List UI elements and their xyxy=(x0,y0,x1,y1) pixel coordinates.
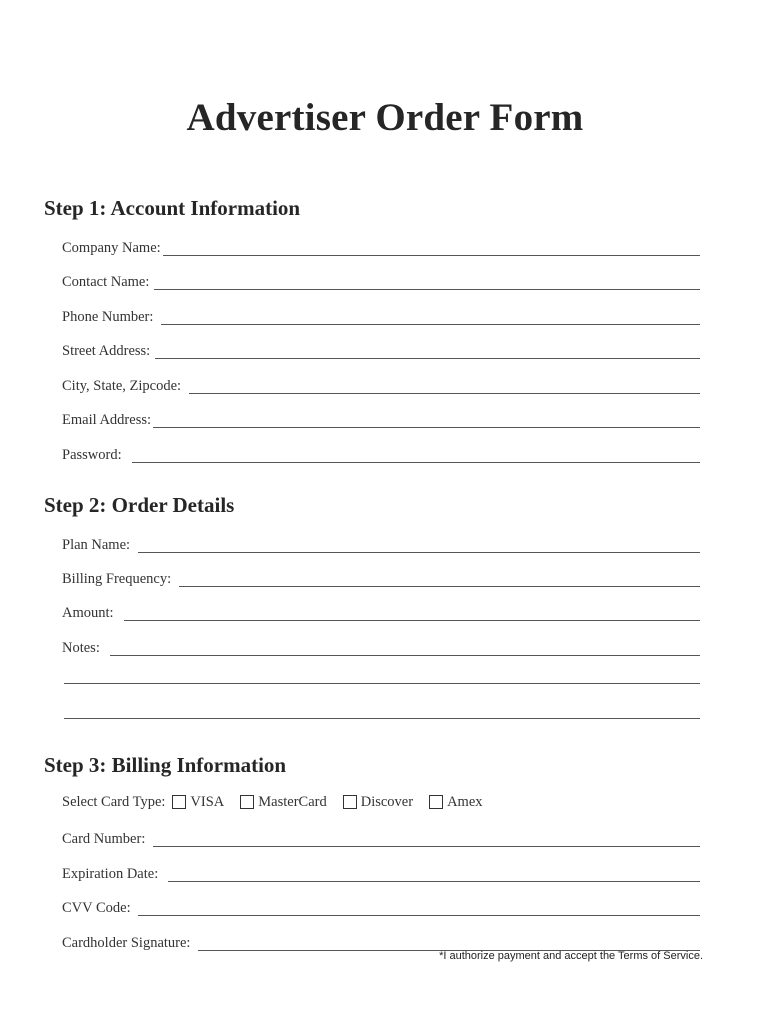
step2-heading: Step 2: Order Details xyxy=(44,493,235,517)
cvv-code-field[interactable] xyxy=(62,896,700,916)
amount-line[interactable] xyxy=(124,619,700,621)
cardholder-signature-label: Cardholder Signature: xyxy=(62,935,191,951)
card-option-discover[interactable] xyxy=(343,794,413,811)
email-address-line[interactable] xyxy=(153,426,700,428)
expiration-date-label: Expiration Date: xyxy=(62,866,159,882)
visa-checkbox[interactable] xyxy=(172,795,186,809)
street-address-line[interactable] xyxy=(155,357,700,359)
password-field[interactable] xyxy=(62,443,700,463)
cvv-code-line[interactable] xyxy=(138,914,700,916)
notes-label: Notes: xyxy=(62,640,100,656)
contact-name-label: Contact Name: xyxy=(62,274,150,290)
phone-number-label: Phone Number: xyxy=(62,309,154,325)
notes-line[interactable] xyxy=(110,654,700,656)
notes-line-2[interactable] xyxy=(64,683,700,684)
card-option-amex[interactable] xyxy=(429,794,482,811)
billing-frequency-line[interactable] xyxy=(179,585,700,587)
expiration-date-line[interactable] xyxy=(168,880,700,882)
plan-name-line[interactable] xyxy=(138,551,700,553)
step1-heading: Step 1: Account Information xyxy=(44,196,301,220)
card-option-visa[interactable] xyxy=(172,794,224,811)
notes-line-3[interactable] xyxy=(64,718,700,719)
expiration-date-field[interactable] xyxy=(62,862,700,882)
card-type-label: Select Card Type: xyxy=(62,793,166,810)
plan-name-field[interactable] xyxy=(62,533,700,553)
cvv-code-label: CVV Code: xyxy=(62,900,131,916)
form-title: Advertiser Order Form xyxy=(186,96,584,139)
discover-label: Discover xyxy=(360,793,414,810)
cardholder-signature-field[interactable] xyxy=(62,931,700,951)
contact-name-line[interactable] xyxy=(154,288,700,290)
street-address-field[interactable] xyxy=(62,339,700,359)
plan-name-label: Plan Name: xyxy=(62,537,131,553)
phone-number-line[interactable] xyxy=(161,323,700,325)
city-state-zip-field[interactable] xyxy=(62,374,700,394)
step3-heading: Step 3: Billing Information xyxy=(44,753,287,777)
mastercard-checkbox[interactable] xyxy=(240,795,254,809)
card-number-field[interactable] xyxy=(62,827,700,847)
amex-checkbox[interactable] xyxy=(429,795,443,809)
company-name-line[interactable] xyxy=(163,254,700,256)
street-address-label: Street Address: xyxy=(62,343,151,359)
amex-label: Amex xyxy=(447,793,483,810)
amount-field[interactable] xyxy=(62,601,700,621)
billing-frequency-field[interactable] xyxy=(62,567,700,587)
phone-number-field[interactable] xyxy=(62,305,700,325)
billing-frequency-label: Billing Frequency: xyxy=(62,571,172,587)
discover-checkbox[interactable] xyxy=(343,795,357,809)
city-state-zip-line[interactable] xyxy=(189,392,700,394)
card-number-label: Card Number: xyxy=(62,831,146,847)
password-line[interactable] xyxy=(132,461,700,463)
contact-name-field[interactable] xyxy=(62,270,700,290)
card-type-row xyxy=(62,792,499,812)
notes-field[interactable] xyxy=(62,636,700,656)
amount-label: Amount: xyxy=(62,605,114,621)
card-option-mastercard[interactable] xyxy=(240,794,326,811)
email-address-field[interactable] xyxy=(62,408,700,428)
authorization-footnote: *I authorize payment and accept the Terms of Service. xyxy=(439,950,703,962)
company-name-field[interactable] xyxy=(62,236,700,256)
password-label: Password: xyxy=(62,447,122,463)
mastercard-label: MasterCard xyxy=(258,793,327,810)
city-state-zip-label: City, State, Zipcode: xyxy=(62,378,182,394)
company-name-label: Company Name: xyxy=(62,240,161,256)
visa-label: VISA xyxy=(190,793,225,810)
email-address-label: Email Address: xyxy=(62,412,152,428)
card-number-line[interactable] xyxy=(153,845,700,847)
